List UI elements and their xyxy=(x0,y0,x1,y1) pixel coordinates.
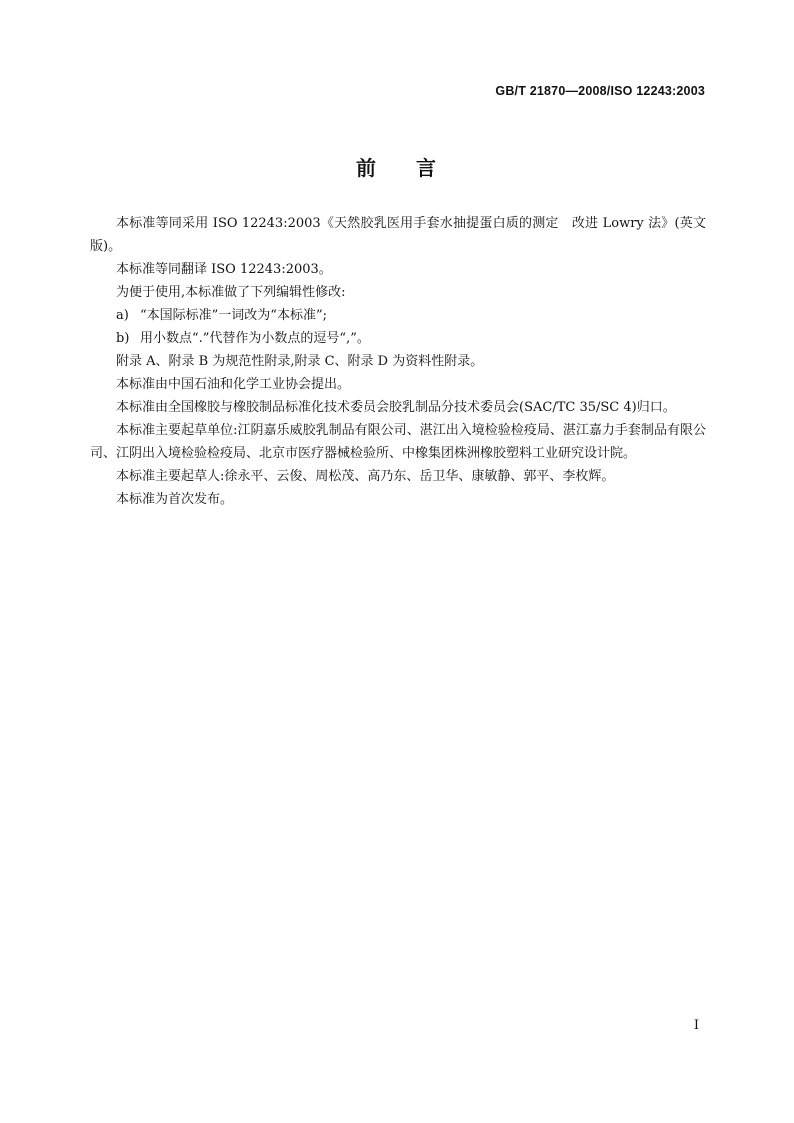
paragraph-translation: 本标准等同翻译 ISO 12243:2003。 xyxy=(116,262,332,277)
paragraph-drafting-units: 本标准主要起草单位:江阴嘉乐威胶乳制品有限公司、湛江出入境检验检疫局、湛江嘉力手套制品有限公司、江阴出入境检验检疫局、北京市医疗器械检验所、中橡集团株洲橡胶塑料工业研究设计院。 xyxy=(90,423,706,461)
paragraph-proposer: 本标准由中国石油和化学工业协会提出。 xyxy=(116,377,351,392)
paragraph-committee: 本标准由全国橡胶与橡胶制品标准化技术委员会胶乳制品分技术委员会(SAC/TC 35/SC 4)归口。 xyxy=(116,400,676,415)
page-number: I xyxy=(693,1018,699,1033)
list-item-a-label: a) xyxy=(116,308,129,323)
title-char-2: 言 xyxy=(416,156,438,180)
list-item-b-label: b) xyxy=(116,331,130,346)
title-char-1: 前 xyxy=(356,156,378,180)
list-item-a xyxy=(90,304,706,327)
paragraph-adoption: 本标准等同采用 ISO 12243:2003《天然胶乳医用手套水抽提蛋白质的测定 改进 Lowry 法》(英文版)。 xyxy=(90,216,706,254)
list-item-b xyxy=(90,327,706,350)
page-title xyxy=(0,152,794,181)
list-item-a-text: “本国际标准”一词改为“本标准”; xyxy=(140,308,327,323)
list-item-b-text: 用小数点“.”代替作为小数点的逗号“,”。 xyxy=(140,331,370,346)
paragraph-first-release: 本标准为首次发布。 xyxy=(116,492,234,507)
paragraph-drafters: 本标准主要起草人:徐永平、云俊、周松茂、高乃东、岳卫华、康敏静、郭平、李枚辉。 xyxy=(116,469,615,484)
paragraph-annexes: 附录 A、附录 B 为规范性附录,附录 C、附录 D 为资料性附录。 xyxy=(116,354,484,369)
standard-code-header: GB/T 21870—2008/ISO 12243:2003 xyxy=(495,84,705,98)
paragraph-edits-intro: 为便于使用,本标准做了下列编辑性修改: xyxy=(116,285,346,300)
foreword-body xyxy=(90,212,706,511)
